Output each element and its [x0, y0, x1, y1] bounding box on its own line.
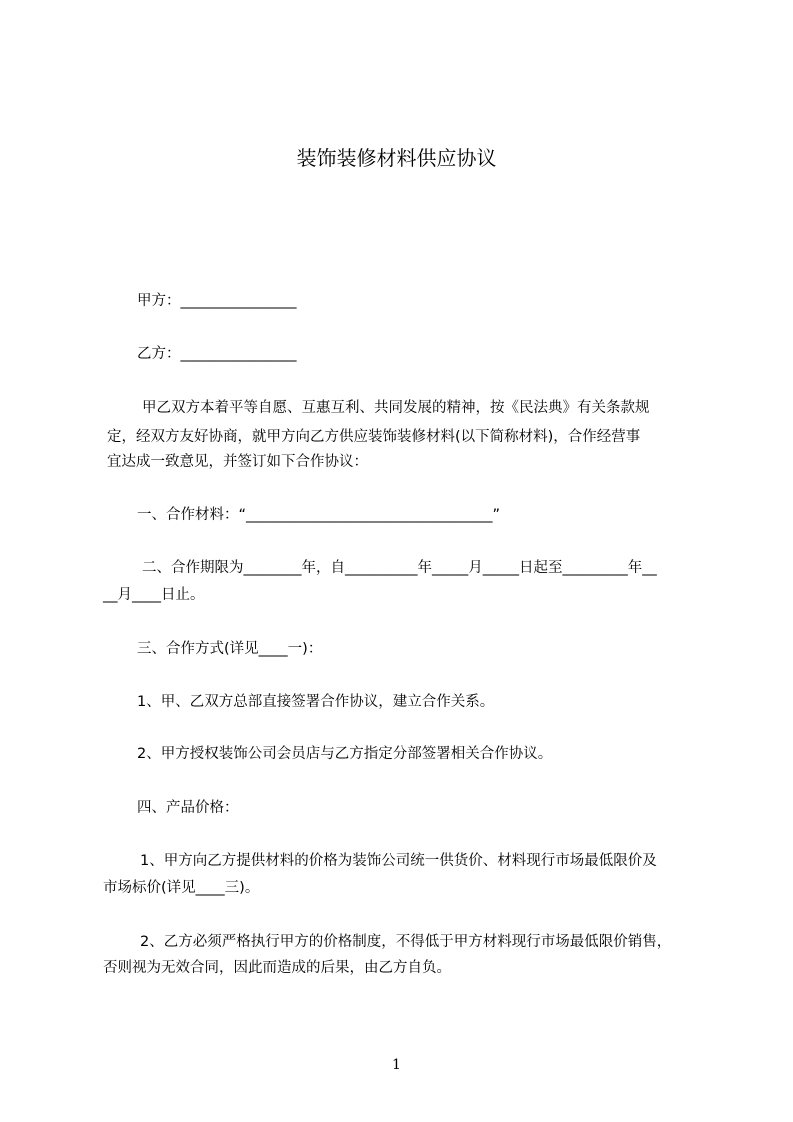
party-b-line: 乙方：________________ — [137, 346, 297, 362]
document-title: 装饰装修材料供应协议 — [296, 146, 497, 170]
section-4-item-2-line-2: 否则视为无效合同，因此而造成的后果，由乙方自负。 — [103, 960, 451, 976]
section-3-item-2: 2、甲方授权装饰公司会员店与乙方指定分部签署相关合作协议。 — [137, 746, 553, 762]
section-3-heading: 三、合作方式(详见____一)： — [137, 641, 323, 657]
section-2-term-line-2: __月____日止。 — [103, 587, 205, 603]
section-3-item-1: 1、甲、乙双方总部直接签署合作协议，建立合作关系。 — [137, 694, 495, 710]
page-number: 1 — [392, 1057, 401, 1073]
section-4-item-1-line-1: 1、甲方向乙方提供材料的价格为装饰公司统一供货价、材料现行市场最低限价及 — [140, 853, 657, 869]
section-2-term-line-1: 二、合作期限为________年，自__________年_____月_____日起至_________年__ — [142, 560, 657, 576]
intro-line-2: 定，经双方友好协商，就甲方向乙方供应装饰装修材料(以下简称材料)，合作经营事 — [107, 429, 641, 445]
intro-line-1: 甲乙双方本着平等自愿、互惠互利、共同发展的精神，按《民法典》有关条款规 — [142, 400, 650, 416]
section-4-item-2-line-1: 2、乙方必须严格执行甲方的价格制度，不得低于甲方材料现行市场最低限价销售， — [140, 934, 672, 950]
section-4-item-1-line-2: 市场标价(详见____三)。 — [103, 880, 260, 896]
party-a-line: 甲方：________________ — [137, 293, 297, 309]
intro-line-3: 宜达成一致意见，并签订如下合作协议： — [107, 454, 368, 470]
section-4-heading: 四、产品价格： — [137, 800, 239, 816]
section-1-materials: 一、合作材料：“__________________________________” — [137, 507, 501, 523]
